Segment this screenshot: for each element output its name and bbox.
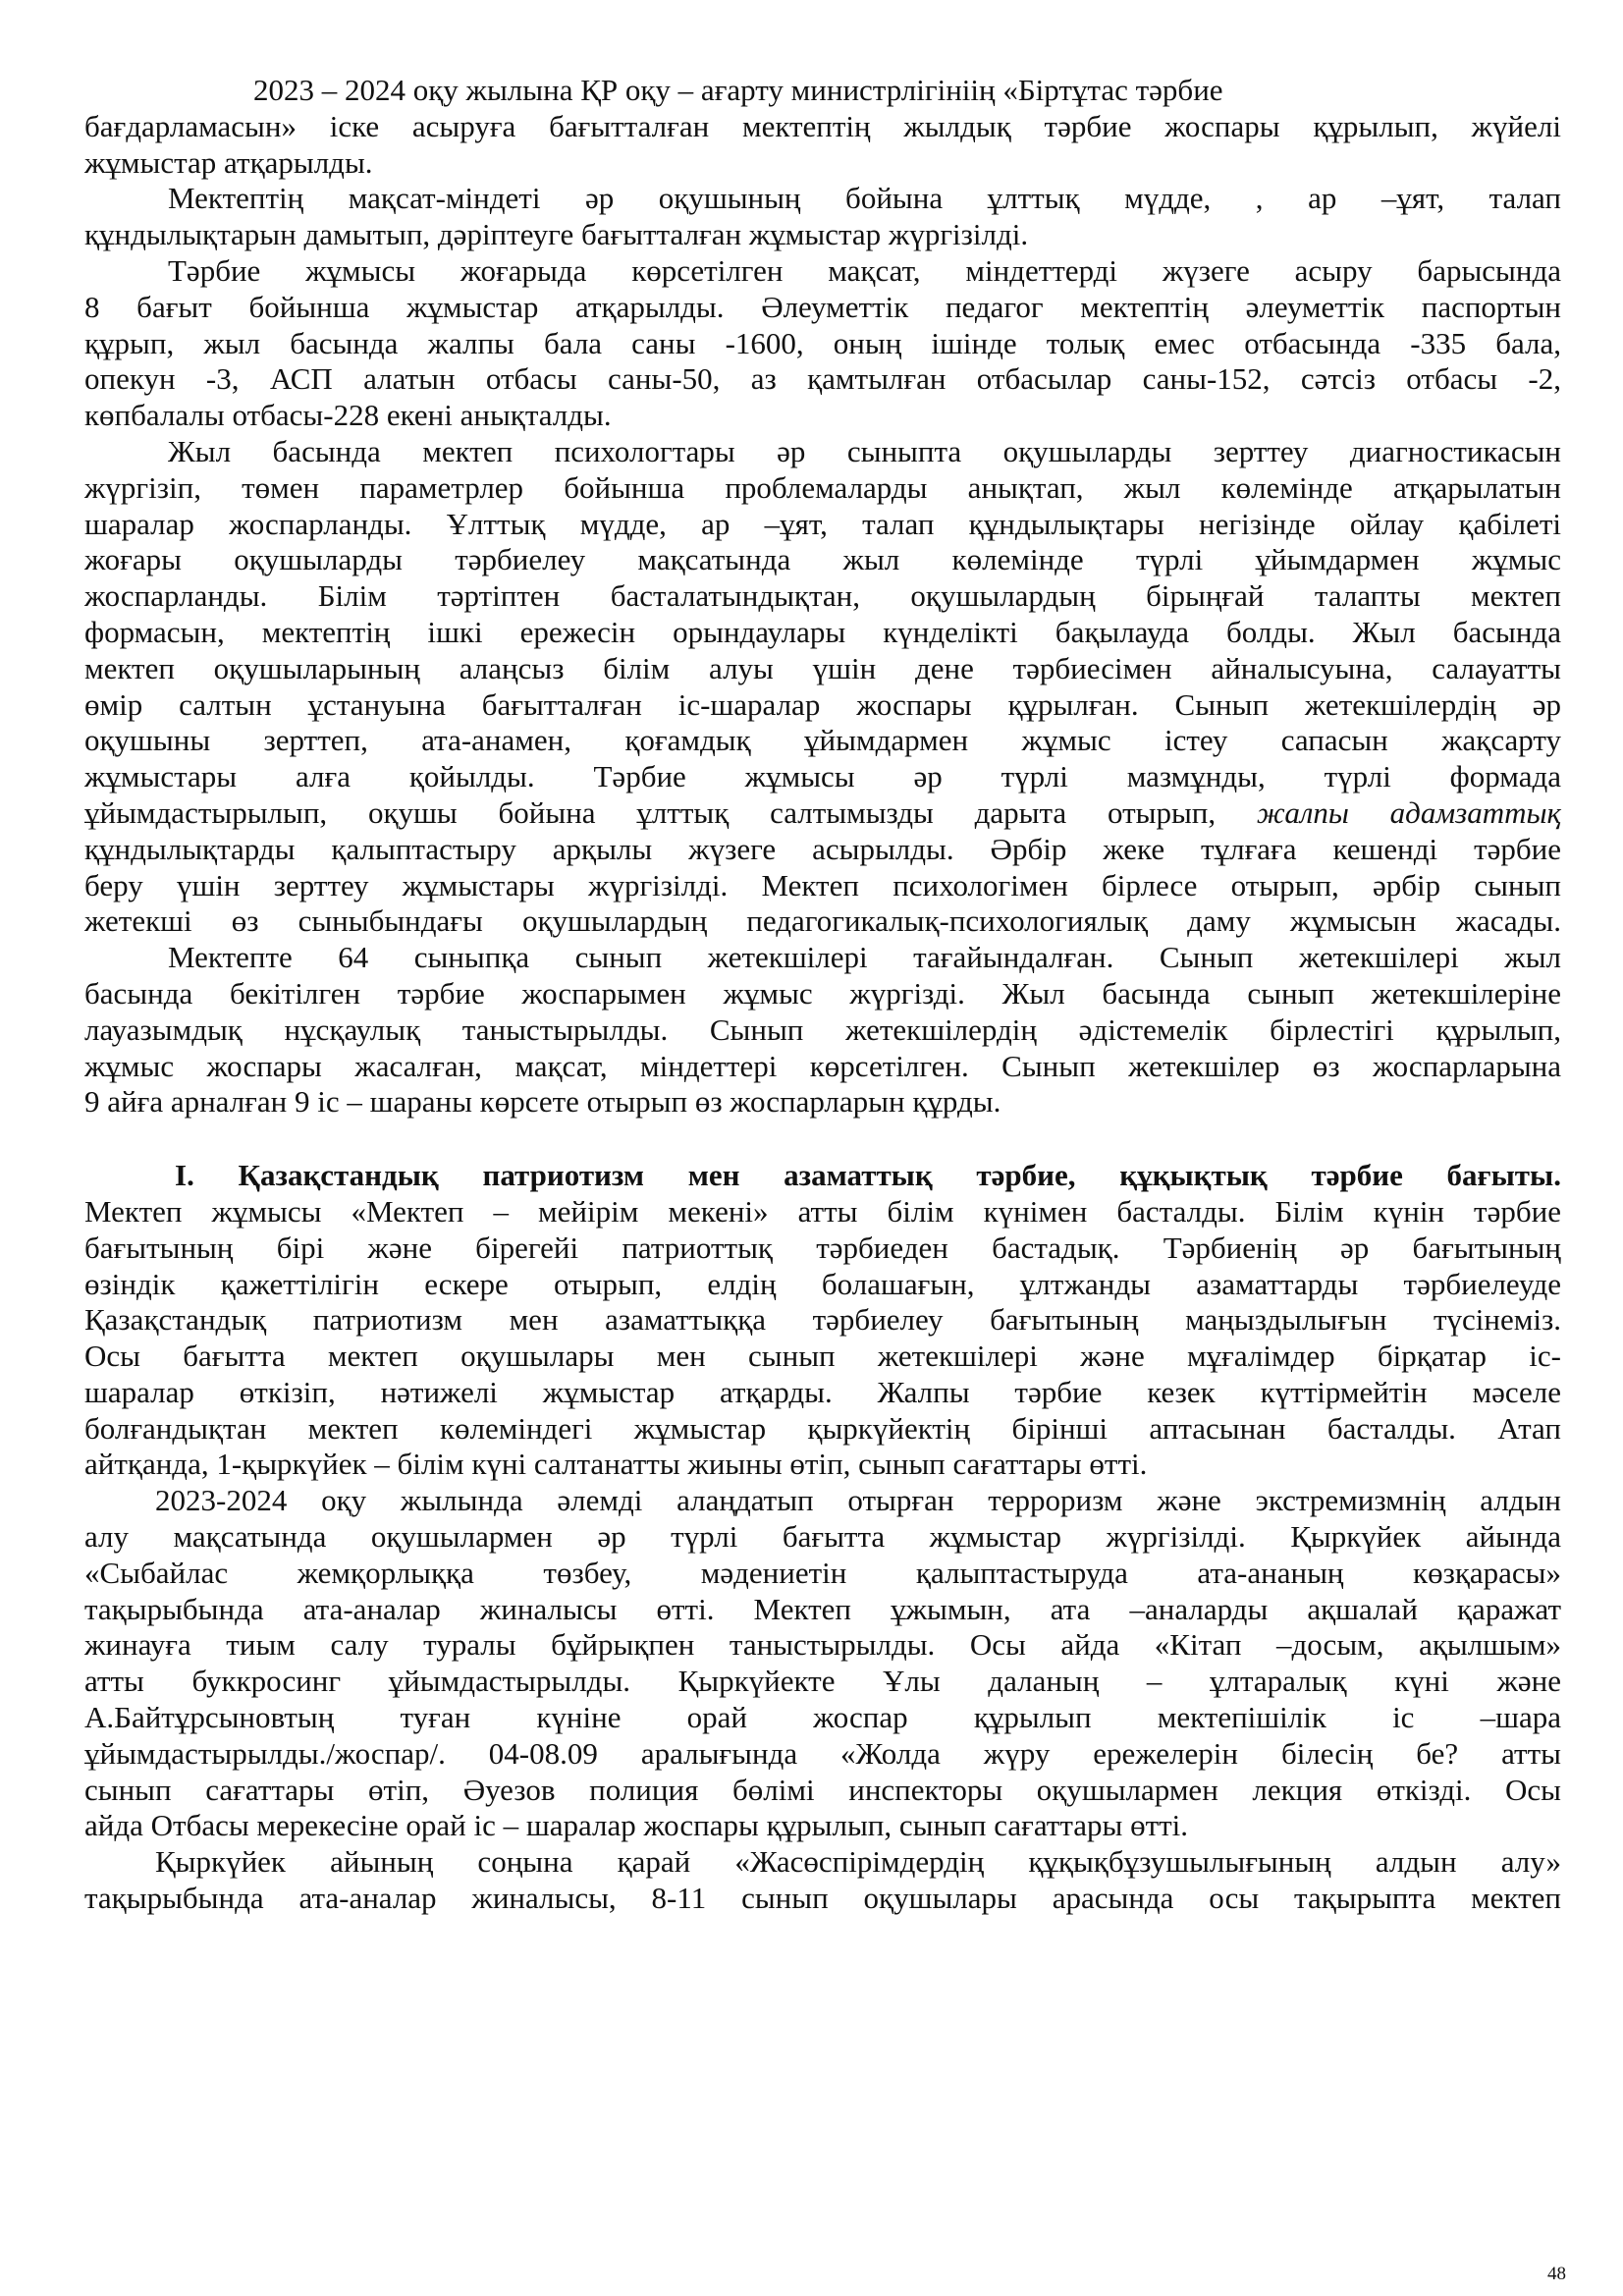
text-line xyxy=(84,1375,1561,1411)
line-text: өмір салтын ұстануына бағытталған іс-шаралар жоспары құрылған. Сынып жетекшілердің әр xyxy=(84,686,1561,722)
text-line xyxy=(84,903,1561,940)
line-text: ұйымдастырылды./жоспар/. 04-08.09 аралығында «Жолда жүру ережелерін білесің бе? атты xyxy=(84,1735,1561,1771)
section-body xyxy=(84,1194,1561,1917)
paragraph xyxy=(84,181,1561,253)
line-text: болғандықтан мектеп көлеміндегі жұмыстар қыркүйектің бірінші аптасынан басталды. Атап xyxy=(84,1410,1561,1446)
text-line xyxy=(84,1773,1561,1809)
line-text: Осы бағытта мектеп оқушылары мен сынып жетекшілері және мұғалімдер бірқатар іс- xyxy=(84,1339,1561,1374)
line-text: айда Отбасы мерекесіне орай іс – шаралар жоспары құрылып, сынып сағаттары өтті. xyxy=(84,1808,1189,1843)
text-line xyxy=(84,1267,1561,1303)
line-text: сынып сағаттары өтіп, Әуезов полиция бөлімі инспекторы оқушылармен лекция өткізді. Осы xyxy=(84,1772,1561,1807)
text-line xyxy=(84,651,1561,687)
text-line xyxy=(84,470,1561,507)
text-line xyxy=(84,73,1561,109)
line-text: формасын, мектептің ішкі ережесін орындаулары күнделікті бақылауда болды. Жыл басында xyxy=(84,614,1561,649)
text-line xyxy=(84,1736,1561,1773)
line-text: жұмыс жоспары жасалған, мақсат, міндеттері көрсетілген. Сынып жетекшілер өз жоспарларына xyxy=(84,1048,1561,1083)
line-text: опекун -3, АСП алатын отбасы саны-50, аз қамтылған отбасылар саны-152, сәтсіз отбасы -2, xyxy=(84,361,1561,397)
text-line xyxy=(84,940,1561,976)
text-line xyxy=(84,1012,1561,1049)
document-page xyxy=(84,73,1561,1917)
text-line xyxy=(84,1592,1561,1628)
line-text: жинауға тиым салу туралы бұйрықпен таныстырылды. Осы айда «Кітап –досым, ақылшым» xyxy=(84,1627,1561,1663)
text-line xyxy=(84,109,1561,145)
intro-section xyxy=(84,73,1561,1121)
line-text: «Сыбайлас жемқорлыққа төзбеу, мәдениетін қалыптастыруда ата-ананың көзқарасы» xyxy=(84,1555,1561,1590)
text-line xyxy=(84,217,1561,253)
line-text: Мектепте 64 сыныпқа сынып жетекшілері тағайындалған. Сынып жетекшілері жыл xyxy=(168,940,1561,975)
section-patriotism xyxy=(84,1158,1561,1917)
text-line xyxy=(84,976,1561,1012)
line-text: жоғары оқушыларды тәрбиелеу мақсатында жыл көлемінде түрлі ұйымдармен жұмыс xyxy=(84,542,1561,577)
line-text: беру үшін зерттеу жұмыстары жүргізілді. Мектеп психологімен бірлесе отырып, әрбір сынып xyxy=(84,867,1561,902)
paragraph xyxy=(84,73,1561,181)
line-text: Мектеп жұмысы «Мектеп – мейірім мекені» атты білім күнімен басталды. Білім күнін тәрбие xyxy=(84,1193,1561,1229)
line-text: құрып, жыл басында жалпы бала саны -1600, оның ішінде толық емес отбасында -335 бала, xyxy=(84,325,1561,360)
text-line xyxy=(84,1084,1561,1121)
paragraph xyxy=(84,434,1561,940)
text-line xyxy=(84,542,1561,578)
text-line xyxy=(84,578,1561,615)
line-text: жоспарланды. Білім тәртіптен басталатындықтан, оқушылардың бірыңғай талапты мектеп xyxy=(84,578,1561,614)
text-line xyxy=(84,181,1561,217)
paragraph xyxy=(84,940,1561,1121)
line-text: ұйымдастырылып, оқушы бойына ұлттық салтымызды дарыта отырып, xyxy=(84,794,1257,830)
line-text: 8 бағыт бойынша жұмыстар атқарылды. Әлеуметтік педагог мектептің әлеуметтік паспортын xyxy=(84,289,1561,324)
section-gap xyxy=(84,1121,1561,1158)
line-text: мектеп оқушыларының алаңсыз білім алуы үшін дене тәрбиесімен айналысуына, салауатты xyxy=(84,650,1561,685)
text-line xyxy=(84,1194,1561,1230)
text-line xyxy=(84,145,1561,182)
line-text: шаралар өткізіп, нәтижелі жұмыстар атқарды. Жалпы тәрбие кезек күттірмейтін мәселе xyxy=(84,1374,1561,1409)
line-text: 2023-2024 оқу жылында әлемді алаңдатып отырған терроризм және экстремизмнің алдын xyxy=(155,1483,1561,1518)
line-text: жұмыстар атқарылды. xyxy=(84,144,373,180)
line-text: 9 айға арналған 9 іс – шараны көрсете отырып өз жоспарларын құрды. xyxy=(84,1084,1001,1120)
text-line xyxy=(84,361,1561,398)
paragraph xyxy=(84,1194,1561,1483)
text-line xyxy=(84,1808,1561,1844)
text-line xyxy=(84,1339,1561,1375)
line-text: айтқанда, 1-қыркүйек – білім күні салтанатты жиыны өтіп, сынып сағаттары өтті. xyxy=(84,1447,1148,1482)
line-text: Қазақстандық патриотизм мен азаматтыққа тәрбиелеу бағытының маңыздылығын түсінеміз. xyxy=(84,1302,1561,1338)
text-line xyxy=(84,507,1561,543)
text-line xyxy=(84,1447,1561,1483)
line-text: Мектептің мақсат-міндеті әр оқушының бойына ұлттық мүдде, , ар –ұят, талап xyxy=(168,181,1561,216)
line-text: өзіндік қажеттілігін ескере отырып, елдің болашағын, ұлтжанды азаматтарды тәрбиелеуде xyxy=(84,1266,1561,1301)
line-text: жүргізіп, төмен параметрлер бойынша проблемаларды анықтап, жыл көлемінде атқарылатын xyxy=(84,469,1561,505)
text-line xyxy=(84,759,1561,795)
paragraph xyxy=(84,253,1561,434)
italic-text: жалпы адамзаттық xyxy=(1256,794,1561,830)
line-text: жұмыстары алға қойылды. Тәрбие жұмысы әр түрлі мазмұнды, түрлі формада xyxy=(84,759,1561,794)
line-text: Жыл басында мектеп психологтары әр сыныпта оқушыларды зерттеу диагностикасын xyxy=(168,433,1561,468)
line-text: құндылықтарды қалыптастыру арқылы жүзеге асырылды. Әрбір жеке тұлғаға кешенді тәрбие xyxy=(84,831,1561,866)
text-line xyxy=(84,434,1561,470)
text-line xyxy=(84,1881,1561,1917)
line-text: көпбалалы отбасы-228 екені анықталды. xyxy=(84,398,612,433)
text-line xyxy=(84,1700,1561,1736)
line-text: Қыркүйек айының соңына қарай «Жасөспірімдердің құқықбұзушылығының алдын алу» xyxy=(155,1844,1561,1880)
line-text: А.Байтұрсыновтың туған күніне орай жоспар құрылып мектепішілік іс –шара xyxy=(84,1700,1561,1735)
line-text: алу мақсатында оқушылармен әр түрлі бағытта жұмыстар жүргізілді. Қыркүйек айында xyxy=(84,1519,1561,1555)
text-line xyxy=(84,1519,1561,1556)
line-text: тақырыбында ата-аналар жиналысы өтті. Мектеп ұжымын, ата –аналарды ақшалай қаражат xyxy=(84,1591,1561,1626)
text-line xyxy=(84,326,1561,362)
text-line xyxy=(84,1556,1561,1592)
line-text: Тәрбие жұмысы жоғарыда көрсетілген мақсат, міндеттерді жүзеге асыру барысында xyxy=(168,252,1561,288)
text-line xyxy=(84,1664,1561,1700)
text-line xyxy=(84,1230,1561,1267)
line-text: жетекші өз сыныбындағы оқушылардың педагогикалық-психологиялық даму жұмысын жасады. xyxy=(84,903,1561,939)
section-heading: І. Қазақстандық патриотизм мен азаматтық тәрбие, құқықтық тәрбие бағыты. xyxy=(175,1158,1561,1193)
text-line xyxy=(84,1411,1561,1448)
line-text: бағытының бірі және бірегейі патриоттық тәрбиеден бастадық. Тәрбиенің әр бағытының xyxy=(84,1230,1561,1265)
text-line xyxy=(84,1627,1561,1664)
line-text: басында бекітілген тәрбие жоспарымен жұмыс жүргізді. Жыл басында сынып жетекшілеріне xyxy=(84,975,1561,1011)
text-line xyxy=(84,868,1561,904)
text-line xyxy=(84,1049,1561,1085)
text-line xyxy=(84,1844,1561,1881)
text-line xyxy=(84,253,1561,290)
text-line xyxy=(84,687,1561,724)
line-text: бағдарламасын» іске асыруға бағытталған мектептің жылдық тәрбие жоспары құрылып, жүйелі xyxy=(84,108,1561,143)
line-text: шаралар жоспарланды. Ұлттық мүдде, ар –ұят, талап құндылықтары негізінде ойлау қабілеті xyxy=(84,506,1561,541)
text-line xyxy=(84,615,1561,651)
line-text: 2023 – 2024 оқу жылына ҚР оқу – ағарту министрлігініің «Біртұтас тәрбие xyxy=(253,73,1223,107)
line-text: құндылықтарын дамытып, дәріптеуге бағытталған жұмыстар жүргізілді. xyxy=(84,217,1029,252)
text-line xyxy=(84,290,1561,326)
line-text: тақырыбында ата-аналар жиналысы, 8-11 сынып оқушылары арасында осы тақырыпта мектеп xyxy=(84,1881,1561,1916)
paragraph xyxy=(84,1483,1561,1844)
text-line xyxy=(84,1302,1561,1339)
page-number: 48 xyxy=(1547,2264,1566,2284)
text-line xyxy=(84,795,1561,832)
line-text: оқушыны зерттеп, ата-анамен, қоғамдық ұйымдармен жұмыс істеу сапасын жақсарту xyxy=(84,723,1561,758)
text-line xyxy=(84,832,1561,868)
line-text: атты буккросинг ұйымдастырылды. Қыркүйекте Ұлы даланың – ұлтаралық күні және xyxy=(84,1664,1561,1699)
text-line xyxy=(84,1483,1561,1519)
text-line xyxy=(84,723,1561,759)
text-line xyxy=(84,398,1561,434)
line-text: лауазымдық нұсқаулық таныстырылды. Сынып жетекшілердің әдістемелік бірлестігі құрылып, xyxy=(84,1011,1561,1047)
paragraph xyxy=(84,1844,1561,1917)
